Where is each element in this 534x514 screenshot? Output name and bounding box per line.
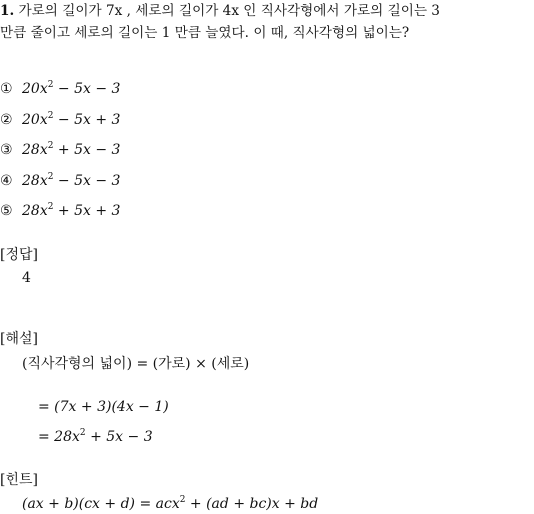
option-2[interactable] xyxy=(0,111,120,128)
explanation-label: [해설] xyxy=(0,331,38,347)
explanation-line-1: (직사각형의 넓이) = (가로) × (세로) xyxy=(22,356,250,372)
explanation-line-2: = (7x + 3)(4x − 1) xyxy=(38,399,169,415)
option-expression: $20x^2 - 5x - 3$ xyxy=(22,80,121,97)
hint-label: [힌트] xyxy=(0,472,38,488)
question-line-1: 가로의 길이가 7x , 세로의 길이가 4x 인 직사각형에서 가로의 길이는 3 xyxy=(18,3,440,19)
hint-formula: (ax + b)(cx + d) = acx$^2$ + (ad + bc)x + bd xyxy=(22,495,319,512)
explanation-line-3: = $28x^2 + 5x - 3$ xyxy=(38,428,153,445)
option-expression: $20x^2 - 5x + 3$ xyxy=(22,111,121,128)
question-number: 1. xyxy=(0,3,15,19)
option-marker: ② xyxy=(0,112,13,128)
option-expression: $28x^2 - 5x - 3$ xyxy=(22,172,121,189)
answer-value: 4 xyxy=(22,270,31,286)
option-expression: $28x^2 + 5x - 3$ xyxy=(22,141,121,158)
option-3[interactable] xyxy=(0,141,120,158)
question-line-2: 만큼 줄이고 세로의 길이는 1 만큼 늘였다. 이 때, 직사각형의 넓이는? xyxy=(0,25,410,41)
option-1[interactable] xyxy=(0,80,120,97)
option-expression: $28x^2 + 5x + 3$ xyxy=(22,202,121,219)
option-5[interactable] xyxy=(0,202,120,219)
option-4[interactable] xyxy=(0,172,120,189)
option-marker: ① xyxy=(0,81,13,97)
option-marker: ④ xyxy=(0,173,13,189)
option-marker: ③ xyxy=(0,142,13,158)
answer-label: [정답] xyxy=(0,247,38,263)
option-marker: ⑤ xyxy=(0,203,13,219)
